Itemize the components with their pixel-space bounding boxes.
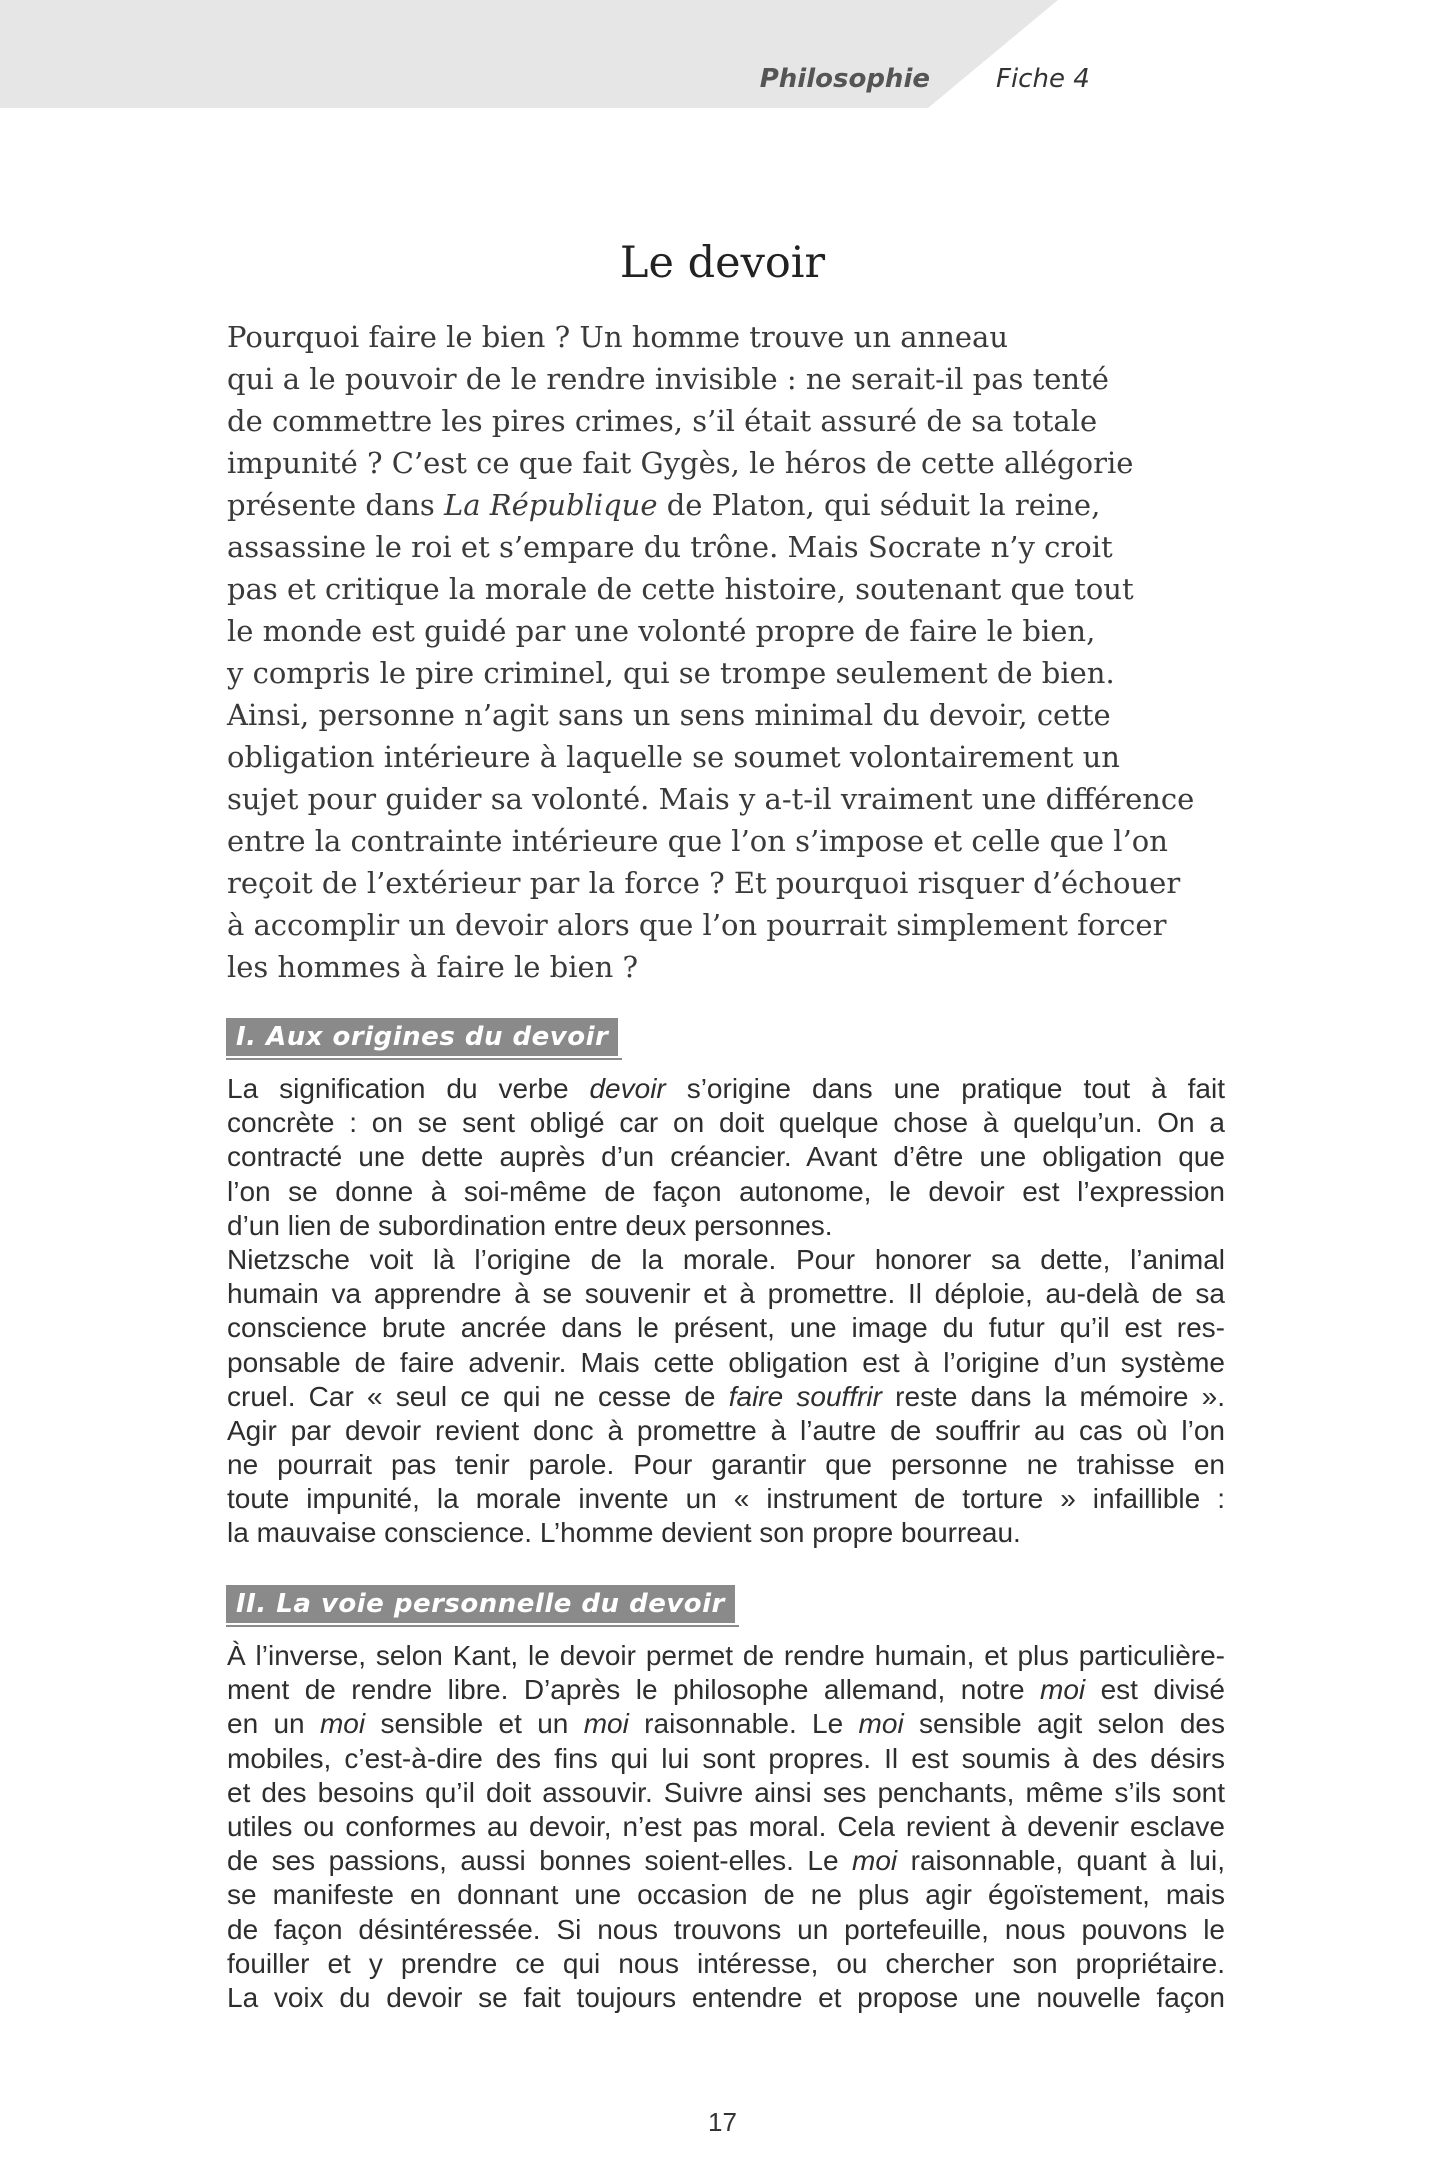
body-line: d’un lien de subordination entre deux personnes. xyxy=(227,1209,833,1241)
intro-line: qui a le pouvoir de le rendre invisible : ne serait-il pas tenté xyxy=(227,362,1109,396)
body-line xyxy=(227,1844,1225,1878)
body-line: fouiller et y prendre ce qui nous intéresse, ou chercher son propriétaire. xyxy=(227,1947,1225,1979)
intro-line: obligation intérieure à laquelle se soumet volontairement un xyxy=(227,740,1120,774)
body-line: humain va apprendre à se souvenir et à promettre. Il déploie, au-delà de sa xyxy=(227,1278,1225,1310)
emphasis: moi xyxy=(1040,1674,1086,1706)
body-line: et des besoins qu’il doit assouvir. Suivre ainsi ses penchants, même s’ils sont xyxy=(227,1776,1225,1808)
section-heading-1: I. Aux origines du devoir xyxy=(226,1018,618,1056)
body-text: reste dans la mémoire ». xyxy=(881,1380,1225,1412)
page-title: Le devoir xyxy=(619,238,826,288)
emphasis: moi xyxy=(852,1845,898,1877)
body-line: utiles ou conformes au devoir, n’est pas moral. Cela revient à devenir esclave xyxy=(227,1810,1225,1842)
section-heading-2: II. La voie personnelle du devoir xyxy=(226,1585,735,1623)
intro-line: assassine le roi et s’empare du trône. Mais Socrate n’y croit xyxy=(227,530,1113,564)
intro-line: reçoit de l’extérieur par la force ? Et pourquoi risquer d’échouer xyxy=(227,866,1181,900)
body-line: toute impunité, la morale invente un « instrument de torture » infaillible : xyxy=(227,1483,1225,1515)
body-line: de façon désintéressée. Si nous trouvons un portefeuille, nous pouvons le xyxy=(227,1913,1225,1945)
emphasis: moi xyxy=(583,1708,629,1740)
page-number: 17 xyxy=(708,2107,737,2137)
intro-line: pas et critique la morale de cette histoire, soutenant que tout xyxy=(227,572,1134,606)
intro-line: le monde est guidé par une volonté propre de faire le bien, xyxy=(227,614,1096,648)
body-line xyxy=(227,1673,1225,1707)
body-text: de ses passions, aussi bonnes soient-elles. Le xyxy=(227,1845,853,1877)
body-line xyxy=(227,1380,1225,1414)
emphasis: devoir xyxy=(589,1073,666,1104)
section-1-body xyxy=(227,1072,1225,1551)
body-text: s’origine dans une pratique tout à fait xyxy=(665,1073,1225,1104)
body-line: mobiles, c’est-à-dire des fins qui lui sont propres. Il est soumis à des désirs xyxy=(227,1742,1225,1774)
body-line: Nietzsche voit là l’origine de la morale. Pour honorer sa dette, l’animal xyxy=(227,1243,1225,1275)
intro-line: y compris le pire criminel, qui se trompe seulement de bien. xyxy=(227,656,1115,690)
body-text: raisonnable, quant à lui, xyxy=(897,1845,1225,1877)
intro-line: Ainsi, personne n’agit sans un sens minimal du devoir, cette xyxy=(227,698,1111,732)
book-title: La République xyxy=(443,488,658,522)
body-line: ponsable de faire advenir. Mais cette obligation est à l’origine d’un système xyxy=(227,1346,1225,1378)
emphasis: moi xyxy=(858,1708,904,1740)
body-text: La signification du verbe xyxy=(227,1073,590,1104)
body-line xyxy=(227,1707,1225,1741)
intro-line: sujet pour guider sa volonté. Mais y a-t-il vraiment une différence xyxy=(227,782,1195,816)
header-subject: Philosophie xyxy=(759,64,930,94)
section-2-body xyxy=(227,1639,1225,2015)
intro-line: impunité ? C’est ce que fait Gygès, le héros de cette allégorie xyxy=(227,446,1134,480)
body-line: ne pourrait pas tenir parole. Pour garantir que personne ne trahisse en xyxy=(227,1449,1225,1481)
body-text: sensible agit selon des xyxy=(903,1708,1225,1740)
intro-line: entre la contrainte intérieure que l’on s’impose et celle que l’on xyxy=(227,824,1168,858)
body-line: À l’inverse, selon Kant, le devoir permet de rendre humain, et plus particulière- xyxy=(227,1640,1225,1671)
intro-text: présente dans xyxy=(227,488,444,522)
intro-line: Pourquoi faire le bien ? Un homme trouve un anneau xyxy=(227,320,1009,354)
body-line: concrète : on se sent obligé car on doit quelque chose à quelqu’un. On a xyxy=(227,1107,1225,1139)
intro-line: les hommes à faire le bien ? xyxy=(227,950,639,984)
body-text: est divisé xyxy=(1085,1674,1225,1706)
body-line: Agir par devoir revient donc à promettre à l’autre de souffrir au cas où l’on xyxy=(227,1414,1225,1446)
intro-line: à accomplir un devoir alors que l’on pourrait simplement forcer xyxy=(227,908,1167,942)
emphasis: faire souffrir xyxy=(728,1380,882,1412)
body-text: ment de rendre libre. D’après le philosophe allemand, notre xyxy=(227,1674,1041,1706)
body-line: se manifeste en donnant une occasion de ne plus agir égoïstement, mais xyxy=(227,1879,1225,1911)
body-text: sensible et un xyxy=(365,1708,584,1740)
body-line: La voix du devoir se fait toujours entendre et propose une nouvelle façon xyxy=(227,1981,1225,2013)
body-line xyxy=(227,1072,1225,1106)
body-line: contracté une dette auprès d’un créancier. Avant d’être une obligation que xyxy=(227,1141,1225,1173)
intro-paragraph xyxy=(227,316,1227,988)
emphasis: moi xyxy=(319,1708,366,1740)
intro-line xyxy=(227,484,1227,526)
body-text: cruel. Car « seul ce qui ne cesse de xyxy=(227,1380,729,1412)
intro-text: de Platon, qui séduit la reine, xyxy=(657,488,1101,522)
body-line: conscience brute ancrée dans le présent, une image du futur qu’il est res- xyxy=(227,1312,1225,1344)
header-fiche-number: Fiche 4 xyxy=(996,64,1090,94)
body-line: la mauvaise conscience. L’homme devient son propre bourreau. xyxy=(227,1517,1021,1549)
body-text: en un xyxy=(227,1708,320,1740)
intro-line: de commettre les pires crimes, s’il était assuré de sa totale xyxy=(227,404,1098,438)
body-line: l’on se donne à soi-même de façon autonome, le devoir est l’expression xyxy=(227,1175,1225,1207)
body-text: raisonnable. Le xyxy=(628,1708,859,1740)
